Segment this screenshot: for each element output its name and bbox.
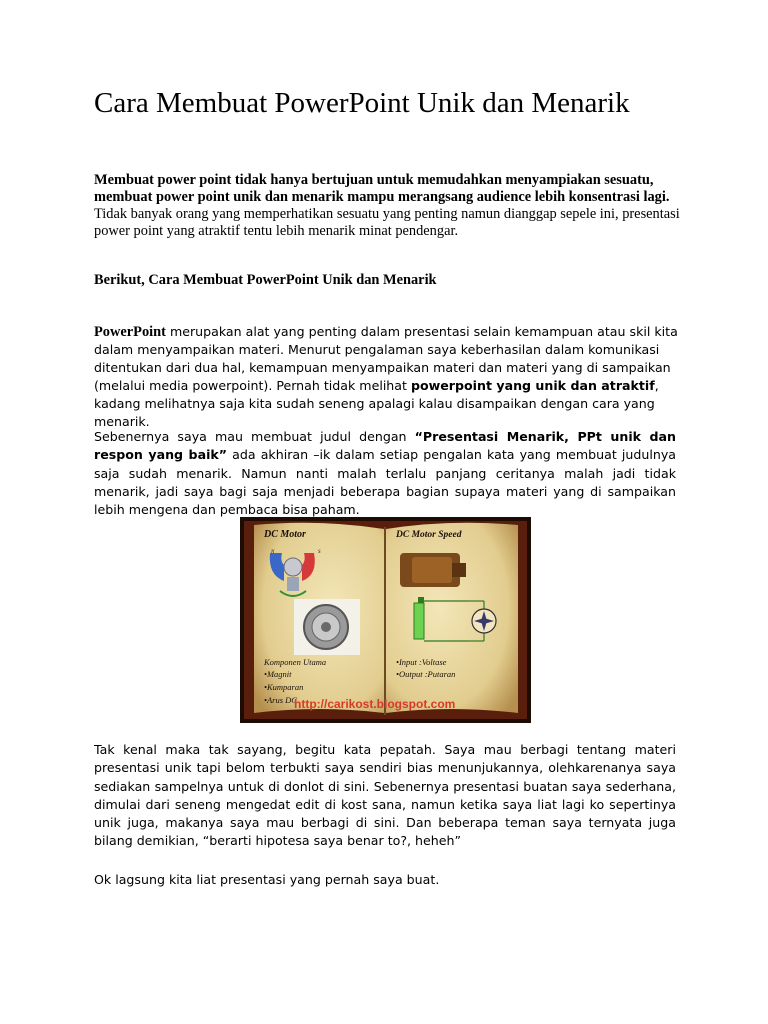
paragraph-powerpoint bbox=[94, 323, 680, 431]
section-subheading: Berikut, Cara Membuat PowerPoint Unik dan Menarik bbox=[94, 272, 437, 288]
figure-left-title: DC Motor bbox=[264, 529, 306, 540]
paragraph-text: , kadang melihatnya saja kita sudah seneng apalagi kalau disampaikan dengan cara yang menarik. bbox=[94, 378, 659, 429]
paragraph-text: ada akhiran –ik dalam setiap pengalan kata yang membuat judulnya saja sudah menarik. Namun nanti malah terlalu panjang ceritanya malah jadi tidak menarik, jadi saya bagi saja menjadi beberapa bagian supaya materi yang di sampaikan lebih mengena dan pembaca bisa paham. bbox=[94, 447, 676, 518]
paragraph-bold-phrase: powerpoint yang unik dan atraktif bbox=[410, 378, 655, 393]
io-item: •Input :Voltase bbox=[396, 657, 447, 667]
io-item: •Output :Putaran bbox=[396, 669, 456, 679]
component-item: •Arus DC bbox=[264, 695, 297, 705]
paragraph-text: merupakan alat yang penting dalam presentasi selain kemampuan atau skil kita dalam menyampaikan materi. Menurut pengalaman saya keberhasilan dalam komunikasi ditentukan dari dua hal, kemampuan menyampaikan materi dan materi yang di sampaikan (melalui media powerpoint). Pernah tidak melihat bbox=[94, 324, 678, 393]
paragraph-closing: Ok lagsung kita liat presentasi yang pernah saya buat. bbox=[94, 872, 440, 887]
right-page bbox=[386, 523, 518, 713]
magnet-label-n: N bbox=[271, 550, 275, 555]
book-illustration bbox=[240, 517, 531, 723]
paragraph-judul bbox=[94, 428, 676, 519]
book-svg bbox=[240, 517, 531, 723]
rotor-illustration bbox=[294, 599, 360, 655]
components-heading: Komponen Utama bbox=[264, 657, 327, 667]
paragraph-tak-kenal: Tak kenal maka tak sayang, begitu kata pepatah. Saya mau berbagi tentang materi presentasi unik tapi belom terbukti saya sendiri bias menunjukannya, olehkarenanya saya sediakan sampelnya untuk di donlot di sini. Sebenernya presentasi buatan saya sederhana, dimulai dari seneng mengedat edit di kost sana, namun ketika saya liat lagi ko sepertinya unik juga, makanya saya mau berbagi di sini. Dan beberapa teman saya ternyata juga bilang demikian, “berarti hipotesa saya benar to?, heheh” bbox=[94, 742, 676, 849]
magnet-label-s: S bbox=[318, 550, 321, 555]
paragraph-bold-phrase: “Presentasi Menarik, PPt unik dan respon yang baik” bbox=[94, 429, 676, 463]
paragraph-text: Sebenernya saya mau membuat judul dengan bbox=[94, 429, 415, 444]
page-title: Cara Membuat PowerPoint Unik dan Menarik bbox=[94, 87, 630, 119]
intro-paragraph bbox=[94, 172, 680, 240]
figure-watermark: http://carikost.blogspot.com bbox=[294, 697, 456, 711]
figure-right-title: DC Motor Speed bbox=[396, 530, 462, 540]
intro-normal-text: Tidak banyak orang yang memperhatikan sesuatu yang penting namun dianggap sepele ini, presentasi power point yang atraktif tentu lebih menarik minat pendengar. bbox=[94, 206, 680, 239]
paragraph-lead-word: PowerPoint bbox=[94, 324, 166, 340]
motor-photo bbox=[400, 553, 466, 587]
component-item: •Kumparan bbox=[264, 682, 304, 692]
intro-bold-text: Membuat power point tidak hanya bertujuan untuk memudahkan menyampiakan sesuatu, membuat power point unik dan menarik mampu merangsang audience lebih konsentrasi lagi. bbox=[94, 172, 670, 205]
component-item: •Magnit bbox=[264, 669, 292, 679]
